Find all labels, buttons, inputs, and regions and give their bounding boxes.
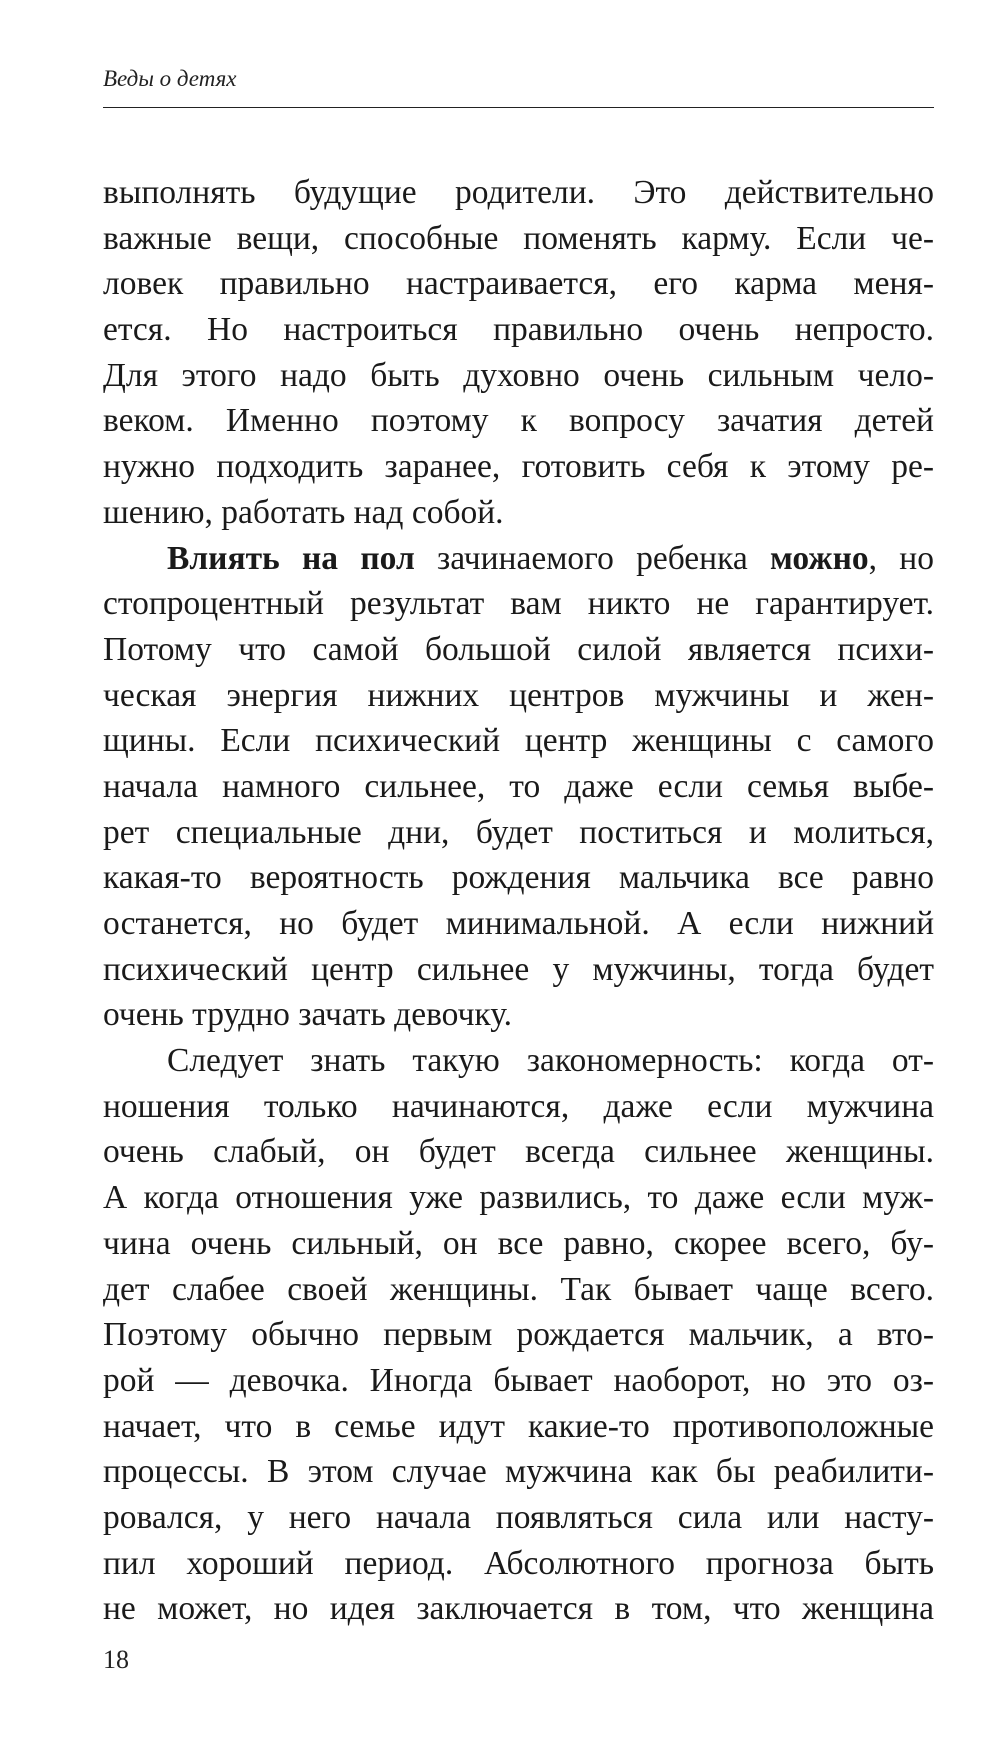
text-line-emphasis bbox=[103, 536, 934, 582]
text-line: выполнять будущие родители. Это действительно bbox=[103, 174, 934, 211]
text-line: А когда отношения уже развились, то даже если муж- bbox=[103, 1179, 934, 1217]
text-line: какая-то вероятность рождения мальчика все равно bbox=[103, 859, 934, 897]
text-line: нужно подходить заранее, готовить себя к этому ре- bbox=[103, 448, 934, 486]
text-line: рет специальные дни, будет поститься и молиться, bbox=[103, 813, 934, 851]
text-line: начала намного сильнее, то даже если семья выбе- bbox=[103, 767, 934, 805]
text-line: начает, что в семье идут какие-то противоположные bbox=[103, 1407, 934, 1445]
text-line: не может, но идея заключается в том, что женщина bbox=[103, 1590, 934, 1628]
body-text bbox=[103, 170, 934, 1632]
text-line: чина очень сильный, он все равно, скорее всего, бу- bbox=[103, 1224, 934, 1262]
text-line: рой — девочка. Иногда бывает наоборот, но это оз- bbox=[103, 1361, 934, 1399]
text-line: дет слабее своей женщины. Так бывает чаще всего. bbox=[103, 1270, 934, 1308]
text-line: Следует знать такую закономерность: когда от- bbox=[167, 1042, 934, 1080]
text-line: Поэтому обычно первым рождается мальчик, а вто- bbox=[103, 1316, 934, 1354]
page-number: 18 bbox=[103, 1645, 129, 1674]
emphasis-text: Влиять на пол bbox=[167, 539, 415, 577]
text-line: ческая энергия нижних центров мужчины и жен- bbox=[103, 676, 934, 714]
text-line: пил хороший период. Абсолютного прогноза быть bbox=[103, 1544, 934, 1582]
text-span: , но bbox=[868, 539, 934, 577]
text-line: ловек правильно настраивается, его карма меня- bbox=[103, 265, 934, 303]
text-span: зачинаемого ребенка bbox=[414, 539, 771, 577]
running-head: Веды о детях bbox=[103, 66, 237, 91]
text-line: Для этого надо быть духовно очень сильным чело- bbox=[103, 356, 934, 394]
text-line: ношения только начинаются, даже если мужчина bbox=[103, 1087, 934, 1125]
emphasis-text: можно bbox=[770, 539, 869, 577]
text-line: щины. Если психический центр женщины с самого bbox=[103, 722, 934, 760]
text-line: важные вещи, способные поменять карму. Если че- bbox=[103, 219, 934, 257]
text-line: процессы. В этом случае мужчина как бы реабилити- bbox=[103, 1453, 934, 1491]
text-line: очень трудно зачать девочку. bbox=[103, 996, 512, 1034]
text-line: психический центр сильнее у мужчины, тогда будет bbox=[103, 950, 934, 988]
text-line: веком. Именно поэтому к вопросу зачатия детей bbox=[103, 402, 934, 440]
text-line: останется, но будет минимальной. А если нижний bbox=[103, 905, 934, 942]
text-line: ется. Но настроиться правильно очень непросто. bbox=[103, 311, 934, 349]
text-line: ровался, у него начала появляться сила или насту- bbox=[103, 1498, 934, 1536]
text-line: стопроцентный результат вам никто не гарантирует. bbox=[103, 585, 934, 623]
header-rule bbox=[103, 107, 934, 108]
text-line: очень слабый, он будет всегда сильнее женщины. bbox=[103, 1133, 934, 1171]
text-line: Потому что самой большой силой является психи- bbox=[103, 630, 934, 668]
text-line: шению, работать над собой. bbox=[103, 493, 504, 531]
